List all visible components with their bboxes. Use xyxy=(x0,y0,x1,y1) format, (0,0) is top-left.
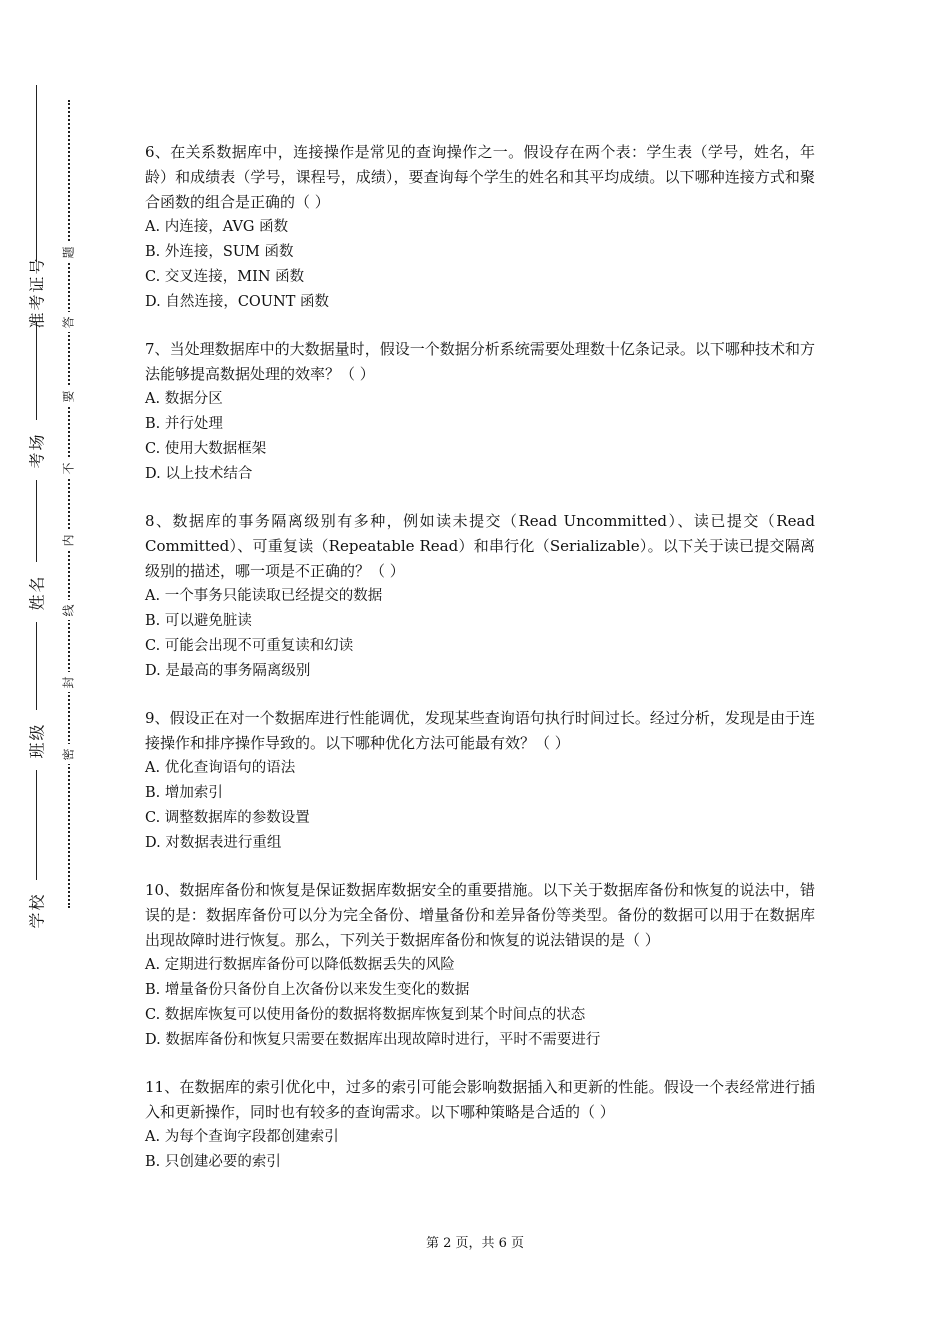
option-b: B. 增加索引 xyxy=(145,785,223,801)
option-c: C. 交叉连接，MIN 函数 xyxy=(145,269,305,285)
question-9 xyxy=(145,706,815,856)
seal-char: 要 xyxy=(58,386,78,406)
question-stem: 10、数据库备份和恢复是保证数据库数据安全的重要措施。以下关于数据库备份和恢复的说法中，错误的是：数据库备份可以分为完全备份、增量备份和差异备份等类型。备份的数据可以用于在数据库出现故障时进行恢复。那么，下列关于数据库备份和恢复的说法错误的是（ ） xyxy=(145,881,815,949)
question-stem: 11、在数据库的索引优化中，过多的索引可能会影响数据插入和更新的性能。假设一个表经常进行插入和更新操作，同时也有较多的查询需求。以下哪种策略是合适的（ ） xyxy=(145,1078,815,1121)
option-b: B. 并行处理 xyxy=(145,416,223,432)
seal-char: 密 xyxy=(58,744,78,764)
option-c: C. 调整数据库的参数设置 xyxy=(145,810,310,826)
question-stem: 6、在关系数据库中，连接操作是常见的查询操作之一。假设存在两个表：学生表（学号，姓名，年龄）和成绩表（学号，课程号，成绩），要查询每个学生的姓名和其平均成绩。以下哪种连接方式和聚合函数的组合是正确的（ ） xyxy=(145,143,815,211)
question-10 xyxy=(145,878,815,1053)
option-a: A. 定期进行数据库备份可以降低数据丢失的风险 xyxy=(145,957,455,973)
option-d: D. 自然连接，COUNT 函数 xyxy=(145,294,329,310)
option-b: B. 外连接，SUM 函数 xyxy=(145,244,294,260)
field-school-label: 学校 xyxy=(16,880,56,940)
field-exam-room-label: 考场 xyxy=(16,420,56,480)
option-c: C. 数据库恢复可以使用备份的数据将数据库恢复到某个时间点的状态 xyxy=(145,1007,586,1023)
option-c: C. 使用大数据框架 xyxy=(145,441,267,457)
option-b: B. 只创建必要的索引 xyxy=(145,1154,281,1170)
question-11 xyxy=(145,1075,815,1175)
binding-solid-line xyxy=(36,85,37,925)
question-stem: 9、假设正在对一个数据库进行性能调优，发现某些查询语句执行时间过长。经过分析，发现是由于连接操作和排序操作导致的。以下哪种优化方法可能最有效？（ ） xyxy=(145,709,815,752)
seal-char: 内 xyxy=(58,530,78,550)
seal-char: 线 xyxy=(58,600,78,620)
binding-dotted-line xyxy=(68,100,70,908)
option-c: C. 可能会出现不可重复读和幻读 xyxy=(145,638,354,654)
binding-margin xyxy=(0,0,110,1344)
question-6 xyxy=(145,140,815,315)
question-stem: 8、数据库的事务隔离级别有多种，例如读未提交（Read Uncommitted）、读已提交（Read Committed）、可重复读（Repeatable Read）和串行化（Serializable）。以下关于读已提交隔离级别的描述，哪一项是不正确的？（ ） xyxy=(145,512,815,580)
question-7 xyxy=(145,337,815,487)
seal-char: 封 xyxy=(58,672,78,692)
field-class-label: 班级 xyxy=(16,710,56,770)
option-a: A. 为每个查询字段都创建索引 xyxy=(145,1129,339,1145)
option-d: D. 是最高的事务隔离级别 xyxy=(145,663,311,679)
option-b: B. 增量备份只备份自上次备份以来发生变化的数据 xyxy=(145,982,470,998)
question-stem: 7、当处理数据库中的大数据量时，假设一个数据分析系统需要处理数十亿条记录。以下哪种技术和方法能够提高数据处理的效率？（ ） xyxy=(145,340,815,383)
question-list xyxy=(145,140,815,1197)
option-a: A. 内连接，AVG 函数 xyxy=(145,219,289,235)
question-8 xyxy=(145,509,815,684)
option-d: D. 对数据表进行重组 xyxy=(145,835,282,851)
seal-char: 答 xyxy=(58,312,78,332)
seal-char: 题 xyxy=(58,242,78,262)
option-b: B. 可以避免脏读 xyxy=(145,613,252,629)
option-a: A. 优化查询语句的语法 xyxy=(145,760,296,776)
option-a: A. 数据分区 xyxy=(145,391,223,407)
option-d: D. 数据库备份和恢复只需要在数据库出现故障时进行，平时不需要进行 xyxy=(145,1032,601,1048)
page-number: 第 2 页，共 6 页 xyxy=(425,1236,525,1251)
option-a: A. 一个事务只能读取已经提交的数据 xyxy=(145,588,383,604)
seal-char: 不 xyxy=(58,458,78,478)
field-exam-number-label: 准考证号 xyxy=(16,262,56,322)
field-name-label: 姓名 xyxy=(16,562,56,622)
option-d: D. 以上技术结合 xyxy=(145,466,253,482)
